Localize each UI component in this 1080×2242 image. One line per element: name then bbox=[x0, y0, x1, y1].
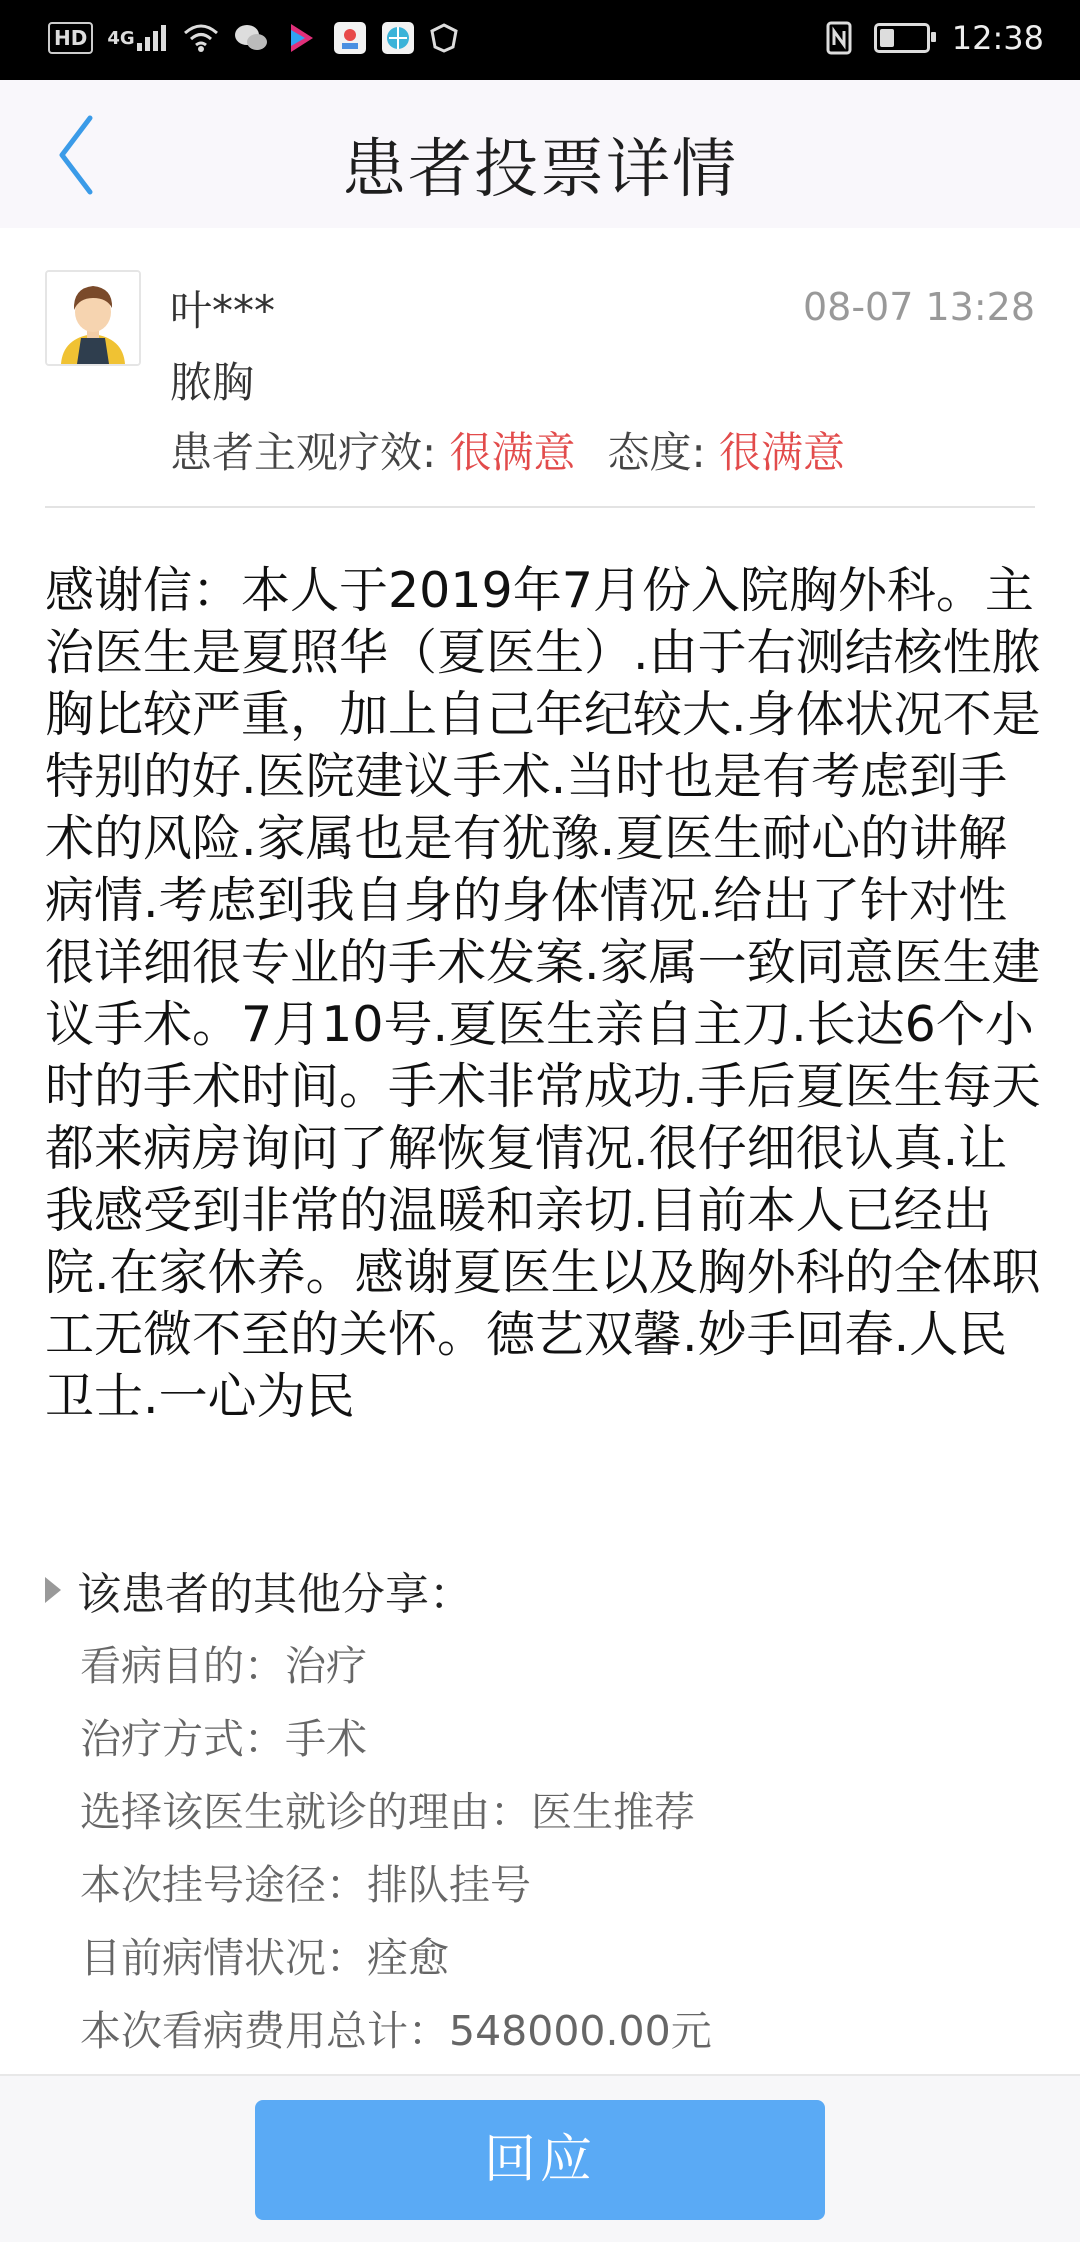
other-share-title: 该患者的其他分享： bbox=[77, 1569, 473, 1620]
share-item-cost: 本次看病费用总计：548000.00元 bbox=[80, 2007, 712, 2055]
attitude-value: 很满意 bbox=[719, 428, 846, 477]
expand-triangle-icon bbox=[45, 1577, 61, 1603]
diagnosis: 脓胸 bbox=[170, 358, 255, 407]
share-item-reason: 选择该医生就诊的理由：医生推荐 bbox=[80, 1788, 695, 1836]
attitude-label: 态度: bbox=[607, 428, 706, 477]
other-share-list bbox=[80, 1630, 712, 2068]
divider bbox=[45, 506, 1035, 508]
efficacy-value: 很满意 bbox=[449, 428, 576, 477]
status-icons-left bbox=[48, 18, 459, 58]
nfc-icon bbox=[826, 18, 852, 58]
battery-icon bbox=[874, 23, 930, 53]
share-item-condition: 目前病情状况：痊愈 bbox=[80, 1934, 449, 1982]
share-item-treatment: 治疗方式：手术 bbox=[80, 1715, 367, 1763]
browser-app-icon bbox=[381, 18, 415, 58]
reply-button[interactable]: 回应 bbox=[255, 2100, 825, 2220]
signal-icon bbox=[107, 18, 168, 58]
avatar[interactable] bbox=[45, 270, 141, 366]
status-bar bbox=[0, 0, 1080, 80]
bottom-action-bar bbox=[0, 2074, 1080, 2242]
map-app-icon bbox=[333, 18, 367, 58]
share-item-purpose: 看病目的：治疗 bbox=[80, 1642, 367, 1690]
youku-icon bbox=[283, 18, 319, 58]
post-timestamp: 08-07 13:28 bbox=[802, 285, 1035, 329]
page-title: 患者投票详情 bbox=[342, 133, 738, 207]
hd-icon: HD bbox=[48, 22, 93, 54]
wifi-icon bbox=[183, 18, 219, 58]
wechat-icon bbox=[233, 18, 269, 58]
patient-avatar-icon bbox=[47, 272, 139, 364]
thank-you-letter: 感谢信：本人于2019年7月份入院胸外科。主治医生是夏照华（夏医生）.由于右测结核性脓胸比较严重，加上自己年纪较大.身体状况不是特别的好.医院建议手术.当时也是有考虑到手术的风险.家属也是有犹豫.夏医生耐心的讲解病情.考虑到我自身的身体情况.给出了针对性很详细很专业的手术发案.家属一致同意医生建议手术。7月10号.夏医生亲自主刀.长达6个小时的手术时间。手术非常成功.手后夏医生每天都来病房询问了解恢复情况.很仔细很认真.让我感受到非常的温暖和亲切.目前本人已经出院.在家休养。感谢夏医生以及胸外科的全体职工无微不至的关怀。德艺双馨.妙手回春.人民卫士.一心为民 bbox=[45, 562, 1041, 1425]
status-time: 12:38 bbox=[951, 19, 1044, 57]
status-icons-right bbox=[826, 18, 1044, 58]
share-item-registration: 本次挂号途径：排队挂号 bbox=[80, 1861, 531, 1909]
app-header bbox=[0, 80, 1080, 228]
network-type: 4G bbox=[107, 27, 135, 49]
efficacy-label: 患者主观疗效: bbox=[170, 428, 437, 477]
other-share-header[interactable] bbox=[45, 1558, 473, 1622]
shield-app-icon bbox=[429, 18, 459, 58]
patient-name: 叶*** bbox=[170, 286, 276, 335]
rating-line bbox=[170, 420, 845, 480]
